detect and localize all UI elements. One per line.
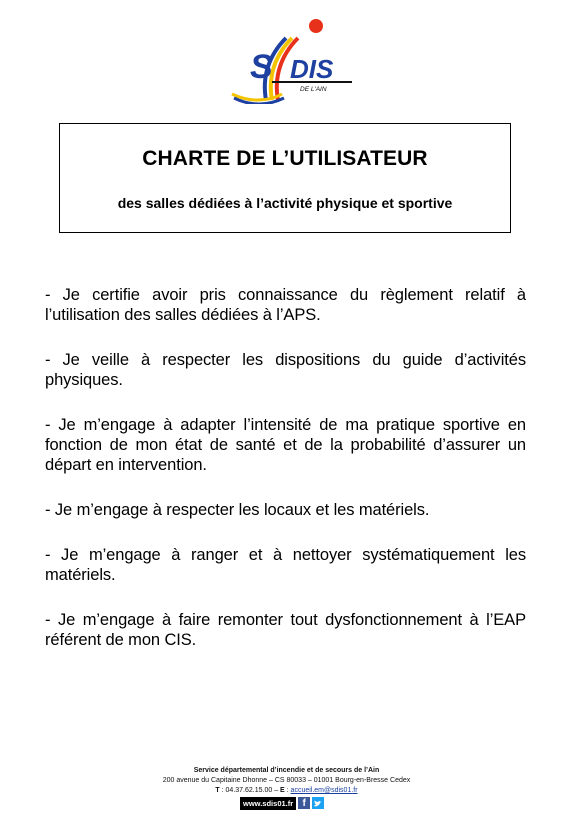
rule-item: - Je certifie avoir pris connaissance du règlement relatif à l’utilisation des salles dédiées à l’APS. xyxy=(45,286,526,324)
email-link[interactable]: accueil.em@sdis01.fr xyxy=(290,787,358,794)
phone-number: : 04.37.62.15.00 – xyxy=(219,787,281,794)
svg-text:DE L'AIN: DE L'AIN xyxy=(300,86,327,93)
twitter-bird-icon xyxy=(312,798,324,810)
website-link[interactable]: www.sdis01.fr xyxy=(240,797,296,810)
svg-text:DIS: DIS xyxy=(290,54,334,84)
social-links xyxy=(240,797,324,809)
rule-item: - Je veille à respecter les dispositions du guide d’activités physiques. xyxy=(45,351,526,389)
rule-item: - Je m’engage à faire remonter tout dysfonctionnement à l’EAP référent de mon CIS. xyxy=(45,611,526,649)
footer-address: 200 avenue du Capitaine Dhonne – CS 80033 – 01001 Bourg-en-Bresse Cedex xyxy=(162,777,411,784)
email-label: E xyxy=(280,787,285,794)
rule-item: - Je m’engage à respecter les locaux et les matériels. xyxy=(45,501,430,519)
sdis-logo-graphic xyxy=(228,16,356,104)
svg-text:S: S xyxy=(250,48,273,86)
footer-org: Service départemental d’incendie et de secours de l’Ain xyxy=(193,767,380,774)
email-separator: : xyxy=(284,787,291,794)
rules-list xyxy=(45,285,526,675)
title-box xyxy=(59,123,511,233)
twitter-icon[interactable] xyxy=(312,797,324,809)
rule-item: - Je m’engage à adapter l’intensité de ma pratique sportive en fonction de mon état de santé et de la probabilité d’assurer un départ en intervention. xyxy=(45,416,526,474)
sdis-logo xyxy=(228,16,356,104)
rule-item: - Je m’engage à ranger et à nettoyer systématiquement les matériels. xyxy=(45,546,526,584)
page-title: CHARTE DE L’UTILISATEUR xyxy=(142,147,428,170)
footer-contact xyxy=(0,786,573,796)
facebook-icon[interactable]: f xyxy=(298,797,310,809)
phone-label: T xyxy=(215,787,220,794)
footer xyxy=(0,766,573,796)
page-subtitle: des salles dédiées à l’activité physique et sportive xyxy=(117,195,453,211)
